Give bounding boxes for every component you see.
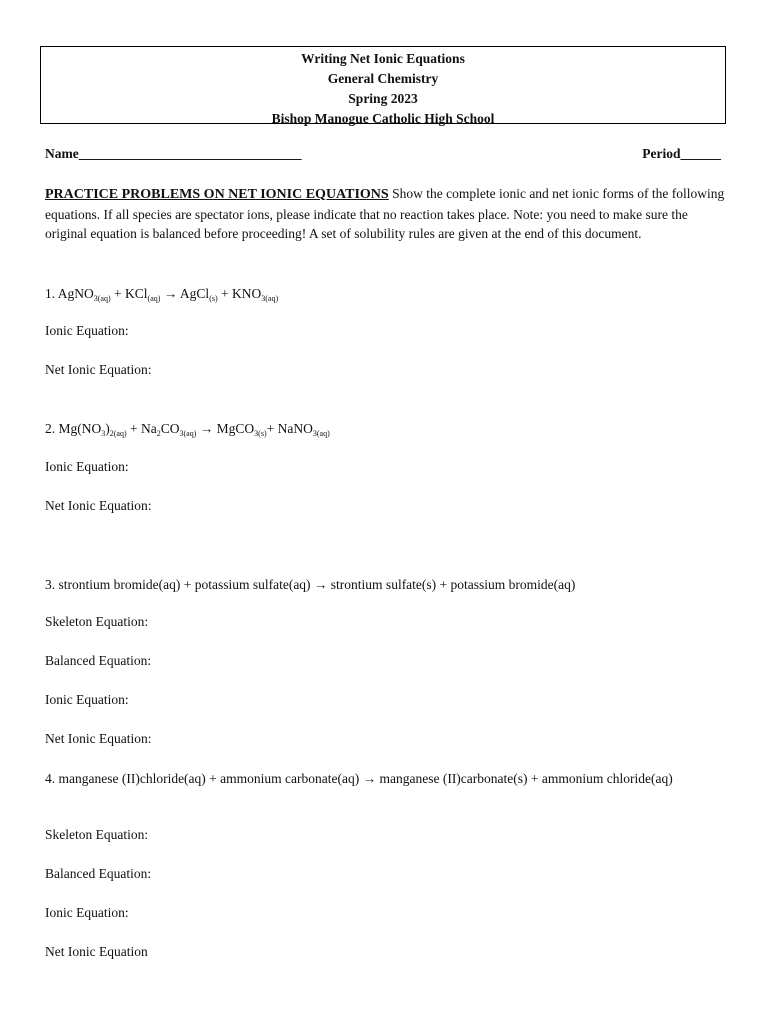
name-period-row <box>45 146 721 162</box>
course-name: General Chemistry <box>327 71 439 86</box>
instructions <box>45 184 725 244</box>
worksheet-title: Writing Net Ionic Equations <box>301 51 465 66</box>
problem-3-equation: 3. strontium bromide(aq) + potassium sulfate(aq) → strontium sulfate(s) + potassium bromide(aq) <box>45 577 576 592</box>
problem-4-net-ionic-label: Net Ionic Equation <box>45 944 148 959</box>
problem-1-net-ionic-label: Net Ionic Equation: <box>45 362 152 377</box>
problem-3-ionic-label: Ionic Equation: <box>45 692 129 707</box>
problem-3-net-ionic-label: Net Ionic Equation: <box>45 731 152 746</box>
instructions-text: Show the complete ionic and net ionic forms of the following equations. If all species are spectator ions, please indicate that no reaction takes place. Note: you need to make sure the original equation is balanced before proceeding! A set of solubility rules are given at the end of this document. <box>45 186 725 241</box>
problem-3-balanced-label: Balanced Equation: <box>45 653 152 668</box>
problem-4-balanced-label: Balanced Equation: <box>45 866 152 881</box>
problem-4-skeleton-label: Skeleton Equation: <box>45 827 149 842</box>
problem-4-equation: 4. manganese (II)chloride(aq) + ammonium carbonate(aq) → manganese (II)carbonate(s) + ammonium chloride(aq) <box>45 771 673 786</box>
problem-1-ionic-label: Ionic Equation: <box>45 323 129 338</box>
problem-2-ionic-label: Ionic Equation: <box>45 459 129 474</box>
problem-1-equation: 1. AgNO$_{3(aq)}$ + KCl$_{(aq)}$ → AgCl$_{(s)}$ + $KNO_{3(aq)}$ <box>45 286 279 303</box>
period-field[interactable]: Period______ <box>642 146 721 161</box>
school-name: Bishop Manogue Catholic High School <box>271 111 495 126</box>
problem-3-skeleton-label: Skeleton Equation: <box>45 614 149 629</box>
section-heading: PRACTICE PROBLEMS ON NET IONIC EQUATIONS <box>45 187 389 202</box>
name-field[interactable]: Name_________________________________ <box>45 146 302 161</box>
term: Spring 2023 <box>348 91 418 106</box>
problem-2-net-ionic-label: Net Ionic Equation: <box>45 498 152 513</box>
worksheet-header <box>40 46 726 124</box>
problem-2-equation: 2. $Mg(NO_3)_{2(aq)} + Na_2CO_{3(aq)}$ → MgCO$_{3(s)}$+ NaNO$_{3(aq)}$ <box>45 421 330 438</box>
problem-4-ionic-label: Ionic Equation: <box>45 905 129 920</box>
